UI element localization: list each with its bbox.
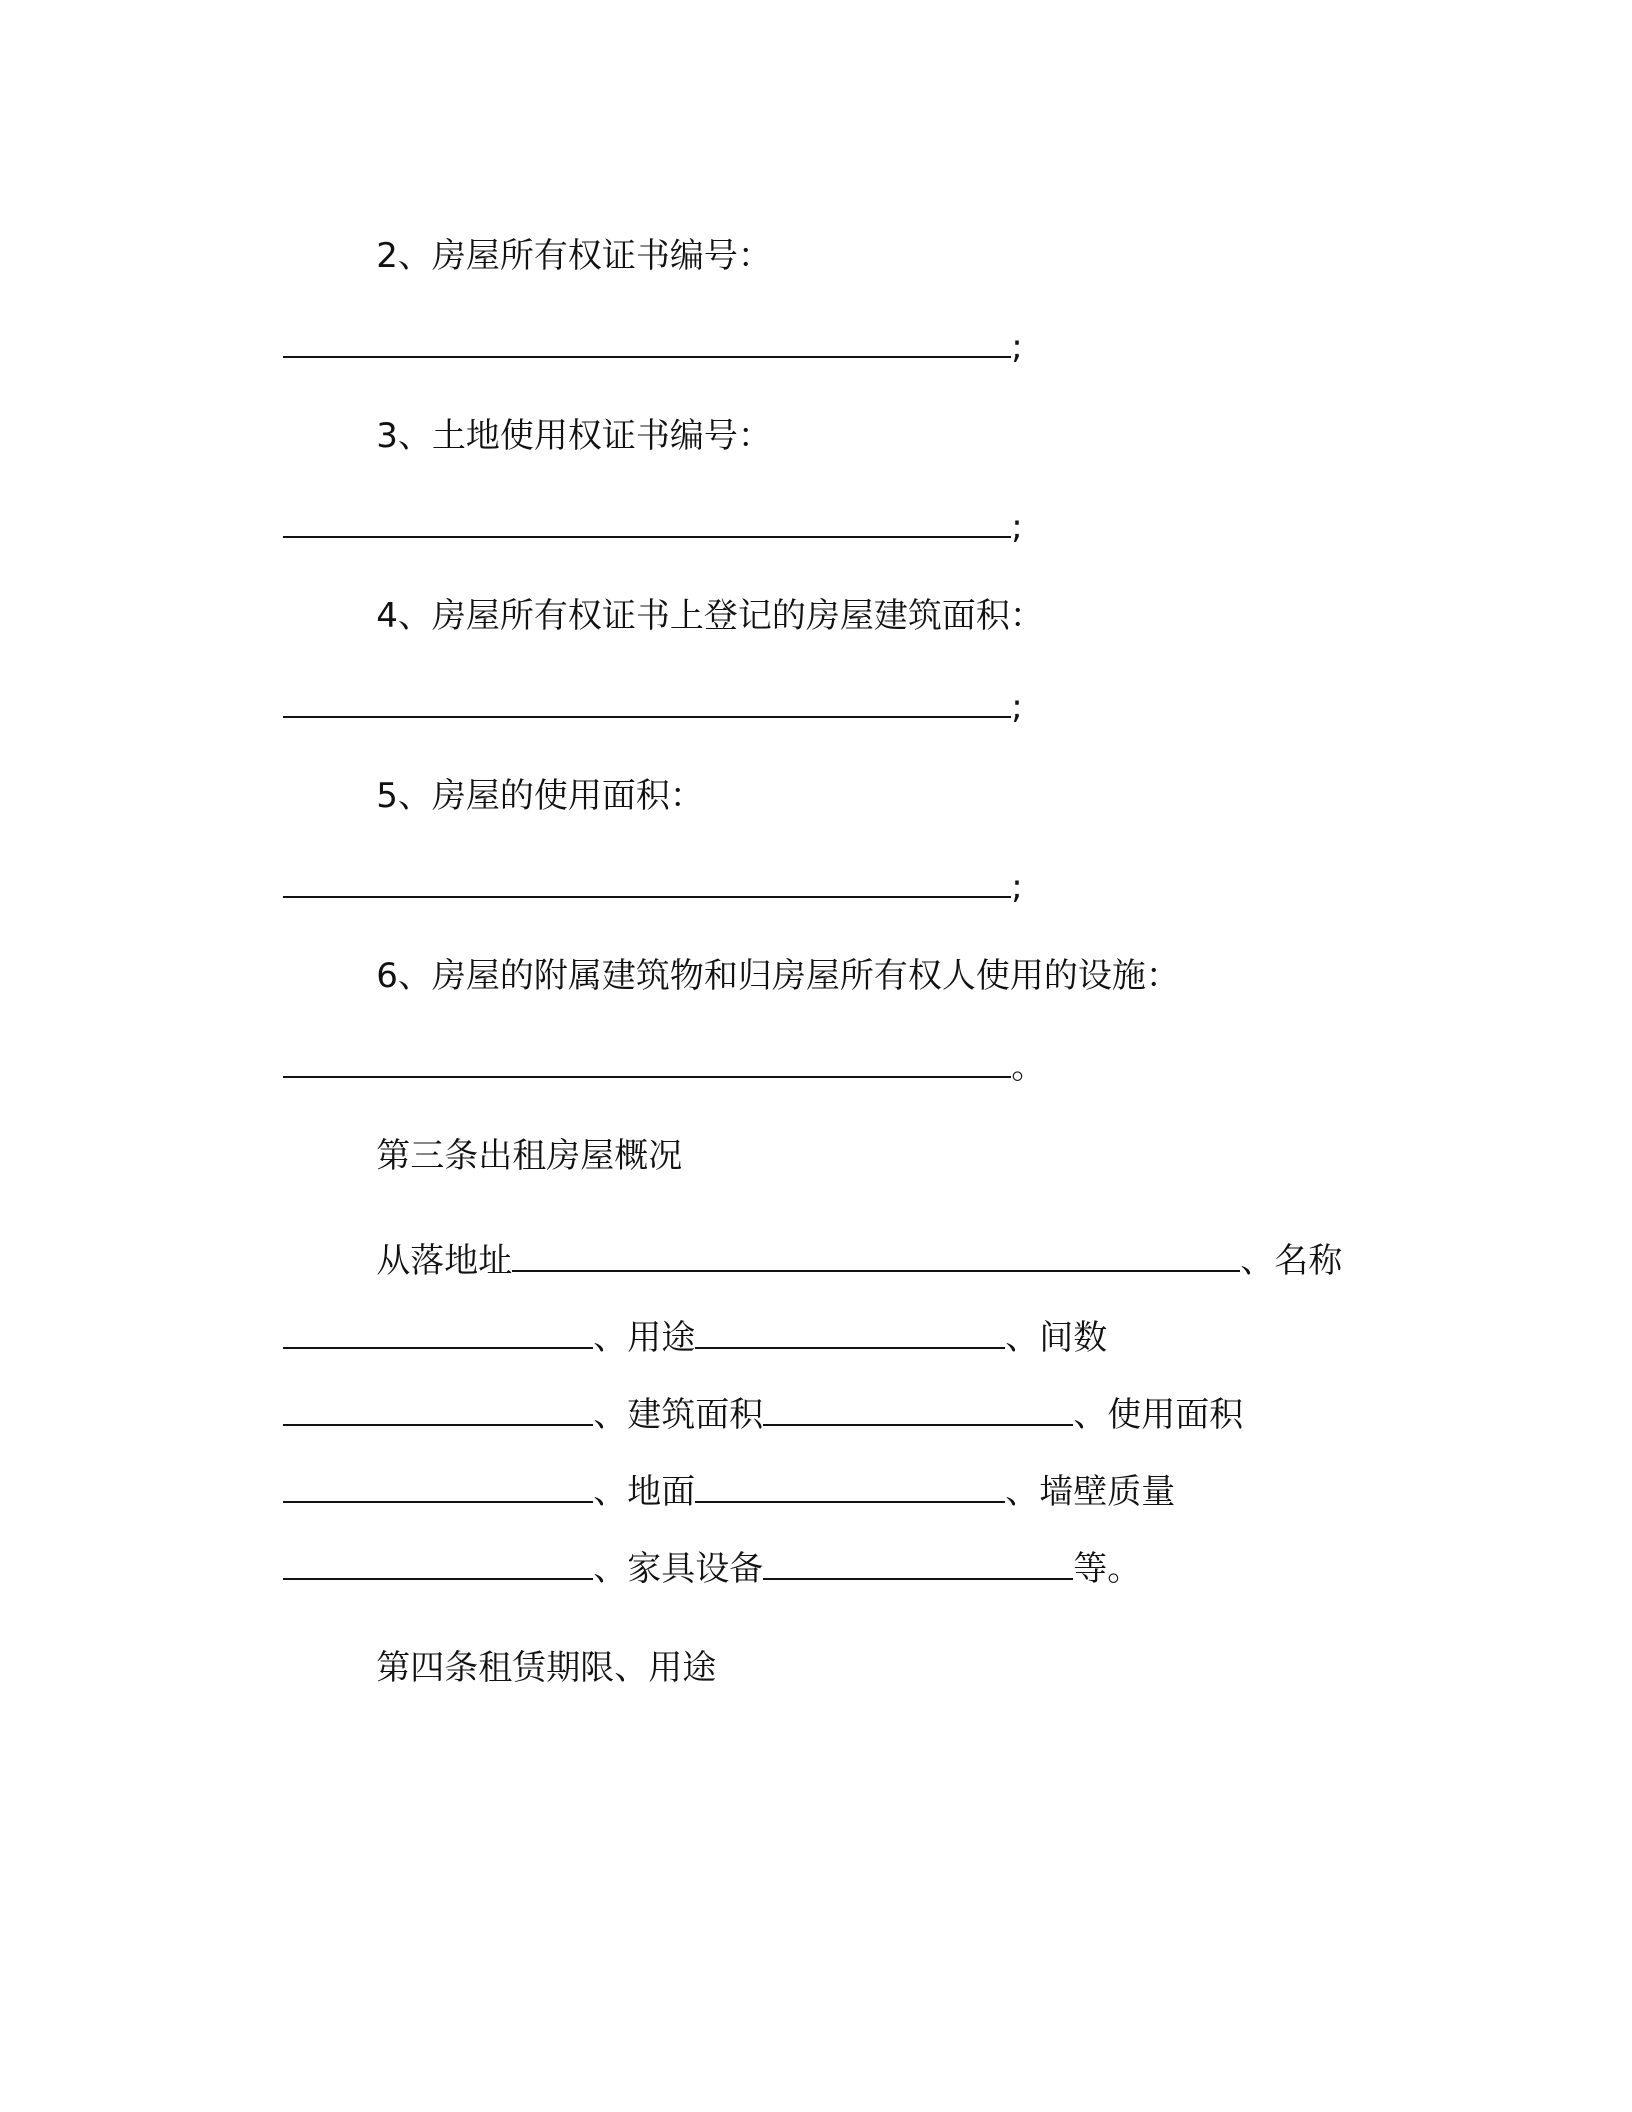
item-4-text: 4、房屋所有权证书上登记的房屋建筑面积： xyxy=(376,596,1044,636)
article-3-heading xyxy=(333,1096,682,1216)
end-label: 等。 xyxy=(1073,1549,1142,1589)
address-blank[interactable] xyxy=(512,1240,1240,1272)
use-area-blank[interactable] xyxy=(283,1471,593,1503)
item-3-blank[interactable] xyxy=(283,506,1011,538)
wall-label: 、墙壁质量 xyxy=(1005,1472,1176,1512)
address-label: 从落地址 xyxy=(376,1241,513,1281)
wall-blank[interactable] xyxy=(283,1548,593,1580)
semicolon: ; xyxy=(1011,867,1023,907)
period: 。 xyxy=(1011,1047,1046,1087)
article-4-heading xyxy=(333,1608,716,1728)
semicolon: ; xyxy=(1011,327,1023,367)
floor-label: 、地面 xyxy=(593,1472,696,1512)
item-4-blank[interactable] xyxy=(283,686,1011,718)
name-blank[interactable] xyxy=(283,1317,593,1349)
semicolon: ; xyxy=(1011,507,1023,547)
item-2-text: 2、房屋所有权证书编号： xyxy=(376,236,772,276)
rooms-blank[interactable] xyxy=(283,1394,593,1426)
name-label: 、名称 xyxy=(1240,1241,1343,1281)
use-area-label: 、使用面积 xyxy=(1073,1395,1244,1435)
article-4-title: 第四条租赁期限、用途 xyxy=(376,1648,717,1688)
item-2-blank[interactable] xyxy=(283,326,1011,358)
furniture-label: 、家具设备 xyxy=(593,1549,764,1589)
floor-blank[interactable] xyxy=(695,1471,1005,1503)
item-3-text: 3、土地使用权证书编号： xyxy=(376,416,772,456)
item-5-text: 5、房屋的使用面积： xyxy=(376,776,704,816)
rooms-label: 、间数 xyxy=(1005,1318,1108,1358)
furniture-blank[interactable] xyxy=(763,1548,1073,1580)
article-3-title: 第三条出租房屋概况 xyxy=(376,1136,683,1176)
build-area-blank[interactable] xyxy=(763,1394,1073,1426)
build-area-label: 、建筑面积 xyxy=(593,1395,764,1435)
semicolon: ; xyxy=(1011,687,1023,727)
use-label: 、用途 xyxy=(593,1318,696,1358)
use-blank[interactable] xyxy=(695,1317,1005,1349)
item-6-text: 6、房屋的附属建筑物和归房屋所有权人使用的设施： xyxy=(376,956,1180,996)
item-6-blank[interactable] xyxy=(283,1046,1011,1078)
item-5-blank[interactable] xyxy=(283,866,1011,898)
